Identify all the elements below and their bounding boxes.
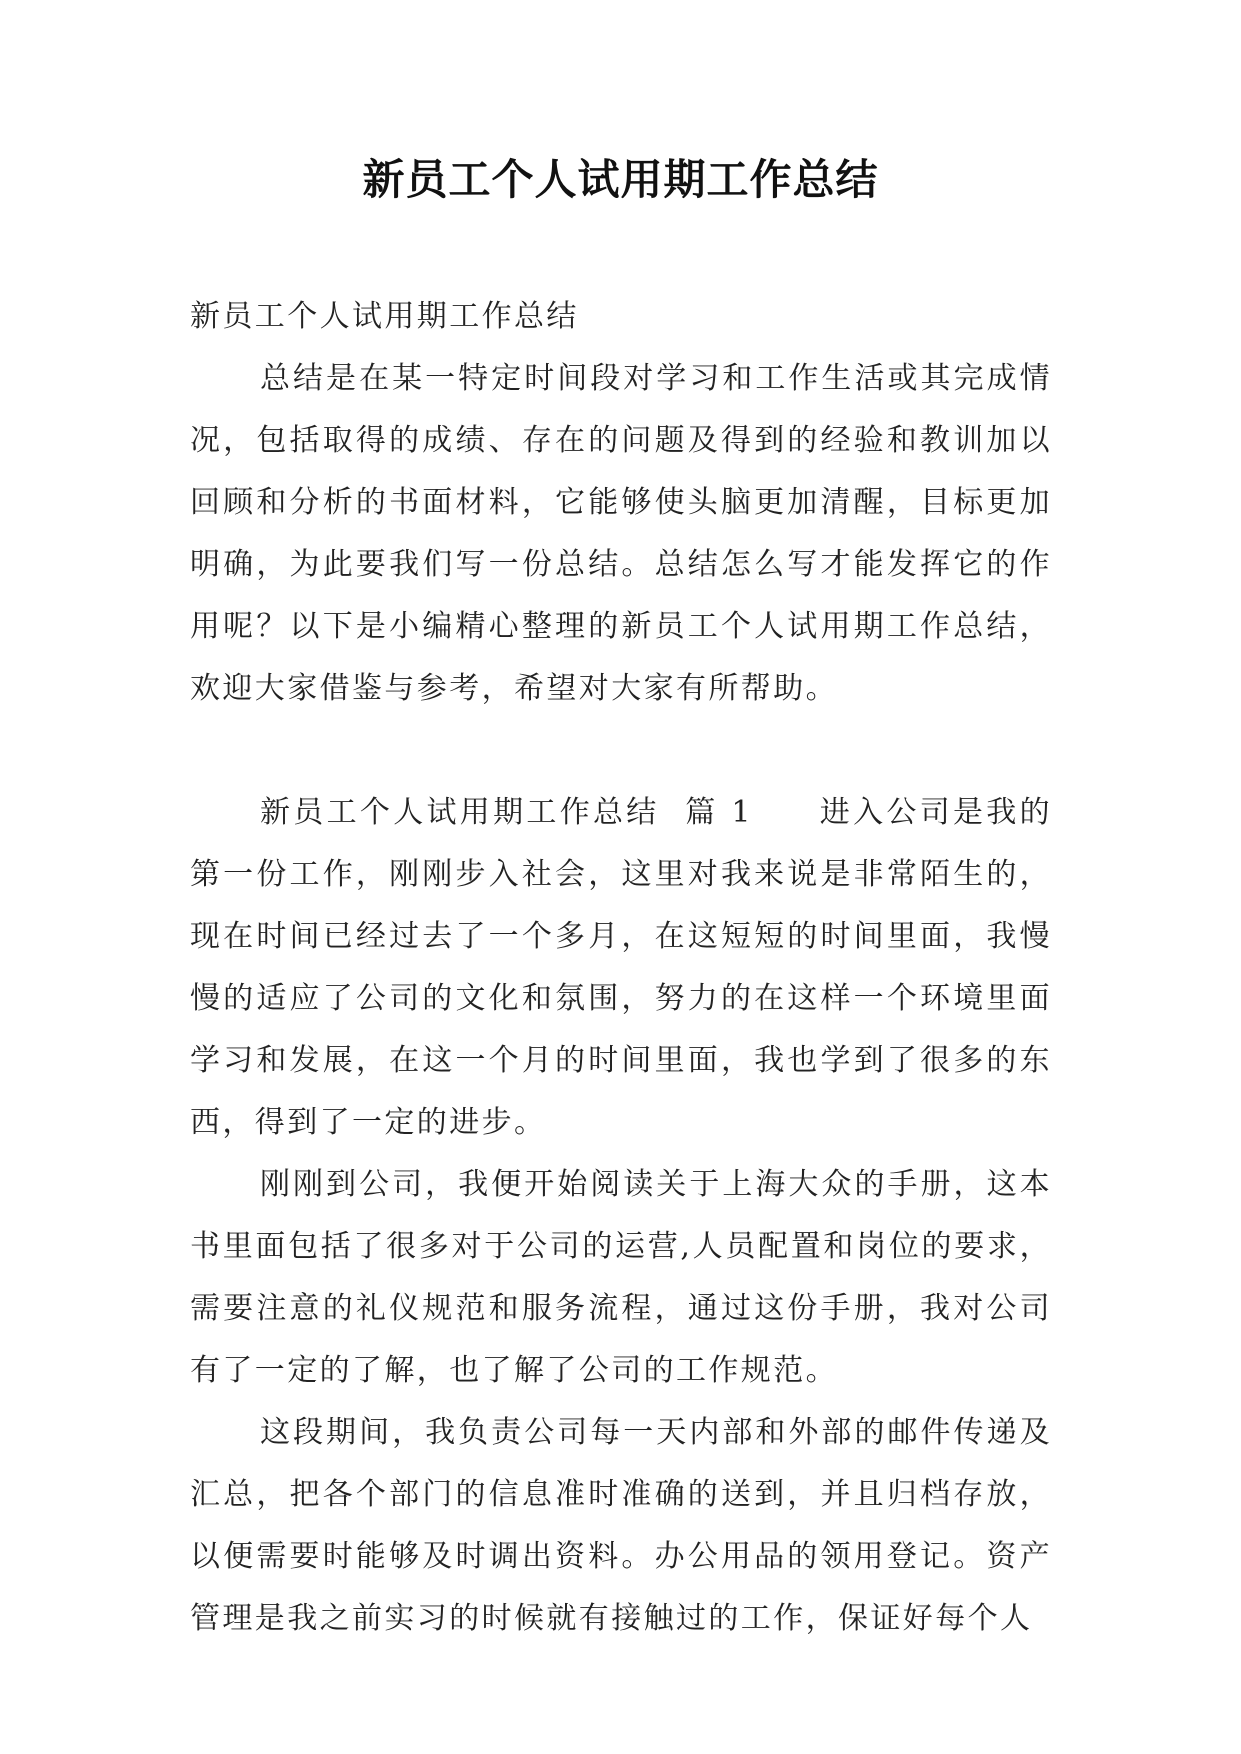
- section-1-paragraph: 这段期间，我负责公司每一天内部和外部的邮件传递及汇总，把各个部门的信息准时准确的送到，并且归档存放，以便需要时能够及时调出资料。办公用品的领用登记。资产管理是我之前实习的时候就有接触过的工作，保证好每个人: [190, 1415, 1052, 1636]
- paragraph-spacer: [190, 720, 1052, 782]
- intro-paragraph: 总结是在某一特定时间段对学习和工作生活或其完成情况，包括取得的成绩、存在的问题及得到的经验和教训加以回顾和分析的书面材料，它能够使头脑更加清醒，目标更加明确，为此要我们写一份总结。总结怎么写才能发挥它的作用呢？以下是小编精心整理的新员工个人试用期工作总结，欢迎大家借鉴与参考，希望对大家有所帮助。: [190, 361, 1052, 706]
- section-1-paragraph: 刚刚到公司，我便开始阅读关于上海大众的手册，这本书里面包括了很多对于公司的运营,人员配置和岗位的要求，需要注意的礼仪规范和服务流程，通过这份手册，我对公司有了一定的了解，也了解了公司的工作规范。: [190, 1167, 1052, 1388]
- section-1-first-paragraph-text: 进入公司是我的第一份工作，刚刚步入社会，这里对我来说是非常陌生的，现在时间已经过去了一个多月，在这短短的时间里面，我慢慢的适应了公司的文化和氛围，努力的在这样一个环境里面学习和发展，在这一个月的时间里面，我也学到了很多的东西，得到了一定的进步。: [190, 795, 1052, 1140]
- document-subtitle: 新员工个人试用期工作总结: [190, 299, 579, 334]
- section-1-first-paragraph: [190, 782, 1052, 1154]
- document-title: 新员工个人试用期工作总结: [362, 155, 879, 204]
- section-1-heading: 新员工个人试用期工作总结 篇 1: [260, 795, 753, 830]
- document-body: [190, 286, 1052, 1650]
